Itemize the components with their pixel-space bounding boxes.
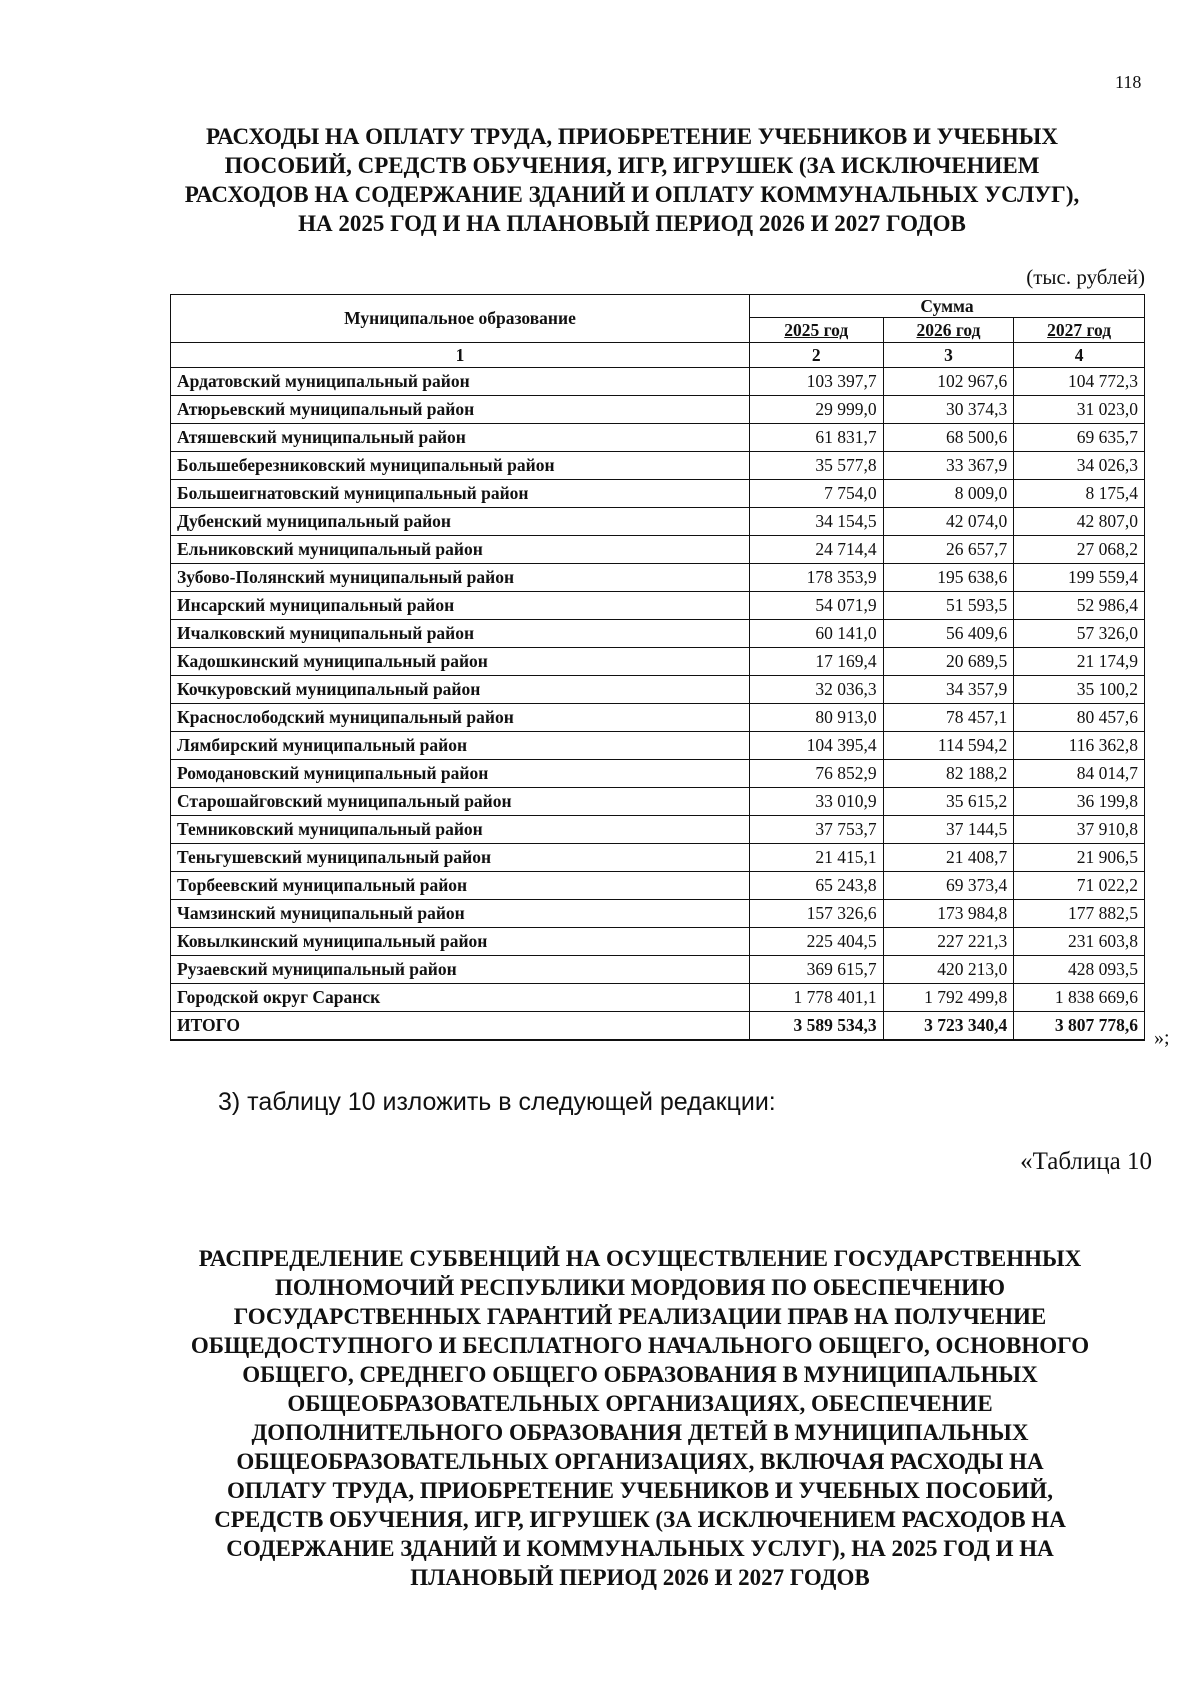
value-2025: 7 754,0 xyxy=(749,480,883,508)
municipality-name: Атяшевский муниципальный район xyxy=(171,424,750,452)
value-2026: 82 188,2 xyxy=(883,760,1014,788)
value-2027: 199 559,4 xyxy=(1014,564,1145,592)
value-2026: 35 615,2 xyxy=(883,788,1014,816)
table-row xyxy=(171,956,1145,984)
value-2027: 69 635,7 xyxy=(1014,424,1145,452)
table-row xyxy=(171,480,1145,508)
header-sum: Сумма xyxy=(749,295,1144,318)
municipality-name: Атюрьевский муниципальный район xyxy=(171,396,750,424)
value-2027: 21 906,5 xyxy=(1014,844,1145,872)
title2-line: ОПЛАТУ ТРУДА, ПРИОБРЕТЕНИЕ УЧЕБНИКОВ И УЧЕБНЫХ ПОСОБИЙ, xyxy=(227,1478,1053,1503)
table-label: «Таблица 10 xyxy=(1020,1148,1152,1175)
title-line: ПОСОБИЙ, СРЕДСТВ ОБУЧЕНИЯ, ИГР, ИГРУШЕК (ЗА ИСКЛЮЧЕНИЕМ xyxy=(224,153,1040,178)
title2-line: СРЕДСТВ ОБУЧЕНИЯ, ИГР, ИГРУШЕК (ЗА ИСКЛЮЧЕНИЕМ РАСХОДОВ НА xyxy=(214,1507,1066,1532)
municipality-name: Зубово-Полянский муниципальный район xyxy=(171,564,750,592)
table-row xyxy=(171,452,1145,480)
value-2025: 225 404,5 xyxy=(749,928,883,956)
header-year-2026: 2026 год xyxy=(883,318,1014,343)
value-2026: 68 500,6 xyxy=(883,424,1014,452)
value-2027: 31 023,0 xyxy=(1014,396,1145,424)
value-2026: 34 357,9 xyxy=(883,676,1014,704)
total-2027: 3 807 778,6 xyxy=(1014,1012,1145,1041)
value-2025: 178 353,9 xyxy=(749,564,883,592)
value-2026: 42 074,0 xyxy=(883,508,1014,536)
table-row xyxy=(171,928,1145,956)
table-row xyxy=(171,592,1145,620)
title-line: РАСХОДЫ НА ОПЛАТУ ТРУДА, ПРИОБРЕТЕНИЕ УЧЕБНИКОВ И УЧЕБНЫХ xyxy=(205,124,1059,149)
table-row xyxy=(171,536,1145,564)
title2-line: ГОСУДАРСТВЕННЫХ ГАРАНТИЙ РЕАЛИЗАЦИИ ПРАВ НА ПОЛУЧЕНИЕ xyxy=(233,1304,1047,1329)
title2-line: СОДЕРЖАНИЕ ЗДАНИЙ И КОММУНАЛЬНЫХ УСЛУГ), НА 2025 ГОД И НА xyxy=(226,1536,1054,1561)
column-number: 2 xyxy=(749,343,883,368)
value-2025: 60 141,0 xyxy=(749,620,883,648)
municipality-name: Ичалковский муниципальный район xyxy=(171,620,750,648)
value-2025: 104 395,4 xyxy=(749,732,883,760)
value-2027: 52 986,4 xyxy=(1014,592,1145,620)
value-2025: 21 415,1 xyxy=(749,844,883,872)
title2-line: РАСПРЕДЕЛЕНИЕ СУБВЕНЦИЙ НА ОСУЩЕСТВЛЕНИЕ ГОСУДАРСТВЕННЫХ xyxy=(198,1246,1082,1271)
title2-line: ПОЛНОМОЧИЙ РЕСПУБЛИКИ МОРДОВИЯ ПО ОБЕСПЕЧЕНИЮ xyxy=(275,1275,1005,1300)
column-number: 1 xyxy=(171,343,750,368)
municipality-name: Ромодановский муниципальный район xyxy=(171,760,750,788)
value-2026: 227 221,3 xyxy=(883,928,1014,956)
document-title xyxy=(160,122,1104,238)
total-2025: 3 589 534,3 xyxy=(749,1012,883,1041)
value-2026: 33 367,9 xyxy=(883,452,1014,480)
value-2026: 420 213,0 xyxy=(883,956,1014,984)
value-2025: 17 169,4 xyxy=(749,648,883,676)
value-2027: 231 603,8 xyxy=(1014,928,1145,956)
value-2025: 33 010,9 xyxy=(749,788,883,816)
value-2026: 51 593,5 xyxy=(883,592,1014,620)
municipality-name: Кадошкинский муниципальный район xyxy=(171,648,750,676)
value-2025: 157 326,6 xyxy=(749,900,883,928)
title-line: НА 2025 ГОД И НА ПЛАНОВЫЙ ПЕРИОД 2026 И 2027 ГОДОВ xyxy=(298,211,966,236)
value-2025: 35 577,8 xyxy=(749,452,883,480)
municipality-name: Инсарский муниципальный район xyxy=(171,592,750,620)
value-2025: 34 154,5 xyxy=(749,508,883,536)
value-2027: 57 326,0 xyxy=(1014,620,1145,648)
value-2027: 37 910,8 xyxy=(1014,816,1145,844)
municipality-name: Кочкуровский муниципальный район xyxy=(171,676,750,704)
value-2027: 34 026,3 xyxy=(1014,452,1145,480)
value-2027: 27 068,2 xyxy=(1014,536,1145,564)
municipality-name: Торбеевский муниципальный район xyxy=(171,872,750,900)
value-2025: 76 852,9 xyxy=(749,760,883,788)
table-row xyxy=(171,704,1145,732)
total-label: ИТОГО xyxy=(171,1012,750,1041)
column-number: 4 xyxy=(1014,343,1145,368)
value-2025: 65 243,8 xyxy=(749,872,883,900)
total-2026: 3 723 340,4 xyxy=(883,1012,1014,1041)
table-row xyxy=(171,648,1145,676)
table-row xyxy=(171,564,1145,592)
expenses-table xyxy=(170,294,1145,1041)
municipality-name: Темниковский муниципальный район xyxy=(171,816,750,844)
value-2027: 177 882,5 xyxy=(1014,900,1145,928)
value-2026: 8 009,0 xyxy=(883,480,1014,508)
municipality-name: Ковылкинский муниципальный район xyxy=(171,928,750,956)
title2-line: ПЛАНОВЫЙ ПЕРИОД 2026 И 2027 ГОДОВ xyxy=(410,1565,870,1590)
title2-line: ОБЩЕДОСТУПНОГО И БЕСПЛАТНОГО НАЧАЛЬНОГО ОБЩЕГО, ОСНОВНОГО xyxy=(190,1333,1090,1358)
value-2025: 80 913,0 xyxy=(749,704,883,732)
value-2027: 428 093,5 xyxy=(1014,956,1145,984)
closing-quote-mark: »; xyxy=(1154,1027,1170,1049)
table-row xyxy=(171,872,1145,900)
table-row xyxy=(171,900,1145,928)
table-row xyxy=(171,368,1145,396)
total-row xyxy=(171,1012,1145,1041)
title2-line: ОБЩЕОБРАЗОВАТЕЛЬНЫХ ОРГАНИЗАЦИЯХ, ОБЕСПЕЧЕНИЕ xyxy=(287,1391,993,1416)
table-row xyxy=(171,508,1145,536)
units-label: (тыс. рублей) xyxy=(1026,265,1145,289)
value-2025: 61 831,7 xyxy=(749,424,883,452)
page-number: 118 xyxy=(1115,72,1142,92)
value-2026: 1 792 499,8 xyxy=(883,984,1014,1012)
header-year-2027: 2027 год xyxy=(1014,318,1145,343)
value-2025: 103 397,7 xyxy=(749,368,883,396)
value-2025: 32 036,3 xyxy=(749,676,883,704)
value-2026: 114 594,2 xyxy=(883,732,1014,760)
value-2027: 35 100,2 xyxy=(1014,676,1145,704)
value-2027: 36 199,8 xyxy=(1014,788,1145,816)
value-2026: 102 967,6 xyxy=(883,368,1014,396)
municipality-name: Городской округ Саранск xyxy=(171,984,750,1012)
table-row xyxy=(171,424,1145,452)
value-2027: 84 014,7 xyxy=(1014,760,1145,788)
table-row xyxy=(171,760,1145,788)
value-2027: 21 174,9 xyxy=(1014,648,1145,676)
value-2026: 30 374,3 xyxy=(883,396,1014,424)
value-2025: 1 778 401,1 xyxy=(749,984,883,1012)
table-body xyxy=(171,368,1145,1041)
municipality-name: Лямбирский муниципальный район xyxy=(171,732,750,760)
column-number: 3 xyxy=(883,343,1014,368)
table-row xyxy=(171,732,1145,760)
value-2025: 54 071,9 xyxy=(749,592,883,620)
value-2027: 42 807,0 xyxy=(1014,508,1145,536)
municipality-name: Краснослободский муниципальный район xyxy=(171,704,750,732)
value-2026: 26 657,7 xyxy=(883,536,1014,564)
value-2026: 20 689,5 xyxy=(883,648,1014,676)
table-row xyxy=(171,984,1145,1012)
municipality-name: Чамзинский муниципальный район xyxy=(171,900,750,928)
table-row xyxy=(171,816,1145,844)
municipality-name: Ардатовский муниципальный район xyxy=(171,368,750,396)
value-2026: 56 409,6 xyxy=(883,620,1014,648)
value-2026: 21 408,7 xyxy=(883,844,1014,872)
value-2027: 71 022,2 xyxy=(1014,872,1145,900)
municipality-name: Теньгушевский муниципальный район xyxy=(171,844,750,872)
municipality-name: Большеберезниковский муниципальный район xyxy=(171,452,750,480)
second-title xyxy=(150,1244,1130,1592)
table-row xyxy=(171,396,1145,424)
municipality-name: Ельниковский муниципальный район xyxy=(171,536,750,564)
title-line: РАСХОДОВ НА СОДЕРЖАНИЕ ЗДАНИЙ И ОПЛАТУ КОММУНАЛЬНЫХ УСЛУГ), xyxy=(184,182,1080,207)
value-2025: 24 714,4 xyxy=(749,536,883,564)
table-row xyxy=(171,788,1145,816)
value-2027: 1 838 669,6 xyxy=(1014,984,1145,1012)
value-2027: 8 175,4 xyxy=(1014,480,1145,508)
value-2026: 37 144,5 xyxy=(883,816,1014,844)
amendment-instruction: 3) таблицу 10 изложить в следующей редакции: xyxy=(218,1088,776,1116)
value-2025: 29 999,0 xyxy=(749,396,883,424)
municipality-name: Рузаевский муниципальный район xyxy=(171,956,750,984)
value-2027: 80 457,6 xyxy=(1014,704,1145,732)
title2-line: ДОПОЛНИТЕЛЬНОГО ОБРАЗОВАНИЯ ДЕТЕЙ В МУНИЦИПАЛЬНЫХ xyxy=(251,1420,1029,1445)
title2-line: ОБЩЕОБРАЗОВАТЕЛЬНЫХ ОРГАНИЗАЦИЯХ, ВКЛЮЧАЯ РАСХОДЫ НА xyxy=(236,1449,1044,1474)
value-2025: 369 615,7 xyxy=(749,956,883,984)
municipality-name: Большеигнатовский муниципальный район xyxy=(171,480,750,508)
title2-line: ОБЩЕГО, СРЕДНЕГО ОБЩЕГО ОБРАЗОВАНИЯ В МУНИЦИПАЛЬНЫХ xyxy=(242,1362,1038,1387)
value-2026: 78 457,1 xyxy=(883,704,1014,732)
header-year-2025: 2025 год xyxy=(749,318,883,343)
value-2027: 116 362,8 xyxy=(1014,732,1145,760)
table-row xyxy=(171,844,1145,872)
value-2027: 104 772,3 xyxy=(1014,368,1145,396)
value-2025: 37 753,7 xyxy=(749,816,883,844)
value-2026: 69 373,4 xyxy=(883,872,1014,900)
value-2026: 195 638,6 xyxy=(883,564,1014,592)
header-municipality: Муниципальное образование xyxy=(171,295,750,343)
value-2026: 173 984,8 xyxy=(883,900,1014,928)
table-row xyxy=(171,676,1145,704)
municipality-name: Дубенский муниципальный район xyxy=(171,508,750,536)
table-row xyxy=(171,620,1145,648)
municipality-name: Старошайговский муниципальный район xyxy=(171,788,750,816)
